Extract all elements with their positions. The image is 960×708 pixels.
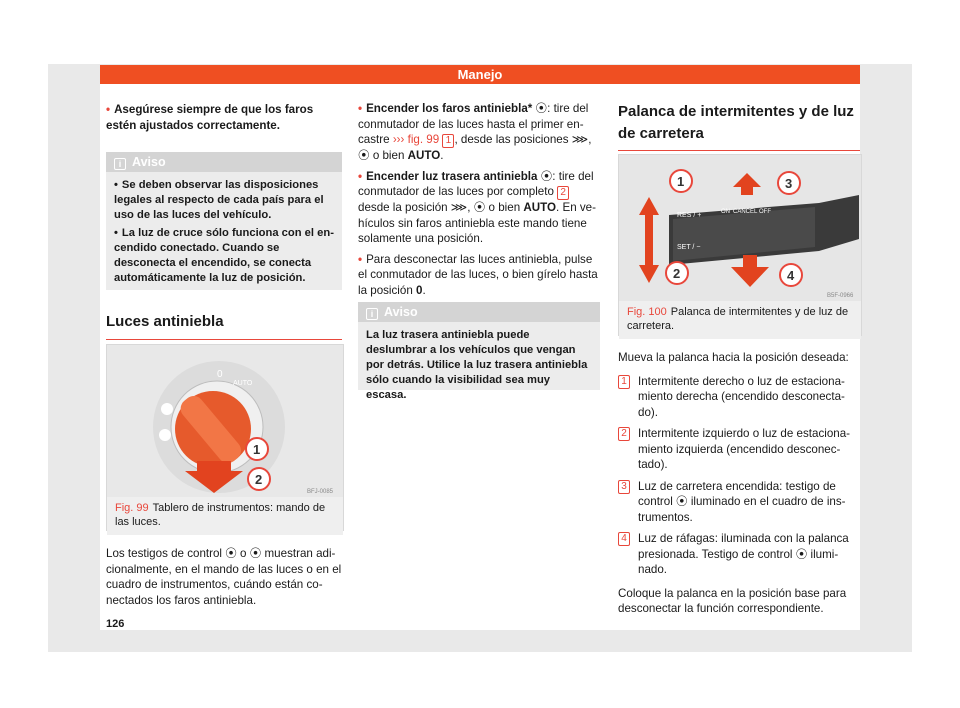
- fig99-label-1: 1: [253, 442, 261, 457]
- info-icon: i: [114, 158, 126, 170]
- figure-caption: Fig. 100 Palanca de intermitentes y de luz de carretera.: [619, 301, 861, 339]
- fig99-code: BFJ-0085: [307, 489, 334, 495]
- instruction-1: • Encender los faros antiniebla* ⦿: tire del conmutador de las luces hasta el primer encastre ››› fig. 99 1 , desde las posiciones ⋙, ⦿ o bien AUTO.: [358, 102, 592, 162]
- section-rule: [618, 150, 860, 151]
- section-luces-antiniebla: [106, 314, 342, 340]
- fog-light-icon: ⦿: [535, 102, 548, 115]
- lever-instructions: Mueva la palanca hacia la posición deseada: 1 Intermitente derecho o luz de estacionamiento derecha (encendido desconectado). 2 Intermitente izquierdo o luz de estacionamiento izquierda (encendido desconectado). 3 Luz de carretera encendida: testigo de control ⦿ iluminado en el cuadro de instrumentos. 4 Luz de ráfagas: iluminada con la palanca presionada. Testigo de control ⦿ iluminado. Coloque la palanca en la posición base para desconectar la función correspondiente.: [618, 350, 860, 617]
- bullet-icon: •: [106, 103, 111, 116]
- aviso-box-1: [106, 152, 342, 290]
- aviso-bullet: • Se deben observar las disposiciones legales al respecto de cada país para el uso de las luces del vehículo.: [114, 179, 324, 221]
- fig99-label-2: 2: [255, 472, 263, 487]
- fig99-label-auto: AUTO: [233, 380, 253, 387]
- lever-illustration: [619, 155, 861, 301]
- list-item: 4 Luz de ráfagas: iluminada con la palanca presionada. Testigo de control ⦿ iluminado.: [618, 531, 860, 578]
- aviso-header: i Aviso: [358, 302, 600, 322]
- antiniebla-paragraph: Los testigos de control ⦿ o ⦿ muestran adicionalmente, en el mando de las luces o en el cuadro de instrumentos, cuándo están conectados los faros antiniebla.: [106, 547, 342, 607]
- light-switch-illustration: [107, 345, 343, 497]
- section-rule: [106, 339, 342, 340]
- section-palanca: [618, 101, 860, 151]
- lever-off: OFF: [759, 209, 771, 215]
- aviso-header: i Aviso: [106, 152, 342, 172]
- lever-cancel: CANCEL: [733, 209, 758, 215]
- fig100-code: B5F-0966: [827, 293, 854, 299]
- fig100-label-2: 2: [673, 266, 681, 281]
- callout-number: 1: [442, 134, 454, 148]
- instruction-3: • Para desconectar las luces antiniebla, pulse el conmutador de las luces, o bien gírelo hasta la posición 0.: [358, 252, 598, 297]
- section-title: Palanca de intermitentes y de luz de carretera: [618, 103, 854, 142]
- fog-light-instructions: [358, 101, 600, 298]
- fig99-label-0: 0: [217, 369, 223, 380]
- lever-set: SET / −: [677, 244, 701, 251]
- figure-99: [106, 344, 344, 531]
- list-item: 3 Luz de carretera encendida: testigo de control ⦿ iluminado en el cuadro de instrumentos.: [618, 479, 860, 526]
- page-header: Manejo: [100, 65, 860, 84]
- aviso-bullet: • La luz de cruce sólo funciona con el encendido conectado. Cuando se desconecta el encendido, se conecta automáticamente la luz de posición.: [114, 227, 334, 284]
- page-number: 126: [106, 618, 125, 630]
- fig99-link[interactable]: ››› fig. 99: [392, 133, 440, 146]
- figure-caption: Fig. 99 Tablero de instrumentos: mando de las luces.: [107, 497, 343, 535]
- instruction-2: • Encender luz trasera antiniebla ⦿: tire del conmutador de las luces por completo 2 desde la posición ⋙, ⦿ o bien AUTO. En vehículos sin faros antiniebla este mando tiene solamente una posición.: [358, 169, 596, 245]
- fig100-label-3: 3: [785, 176, 793, 191]
- section-title: Luces antiniebla: [106, 313, 224, 330]
- info-icon: i: [366, 308, 378, 320]
- list-item: 1 Intermitente derecho o luz de estacionamiento derecha (encendido desconectado).: [618, 374, 860, 421]
- fig100-label-1: 1: [677, 174, 685, 189]
- aviso-box-2: i Aviso La luz trasera antiniebla puede deslumbrar a los vehículos que vengan por detrás. Utilice la luz trasera antiniebla sólo cuando la visibilidad sea muy escasa.: [358, 302, 600, 390]
- warning-note: • Asegúrese siempre de que los faros estén ajustados correctamente.: [106, 103, 314, 132]
- figure-100: [618, 154, 862, 336]
- lever-on: ON: [721, 209, 730, 215]
- lever-res: RES / +: [677, 212, 702, 219]
- fig100-label-4: 4: [787, 268, 795, 283]
- callout-number: 2: [557, 186, 569, 200]
- list-item: 2 Intermitente izquierdo o luz de estacionamiento izquierda (encendido desconectado).: [618, 426, 860, 473]
- rear-fog-icon: ⦿: [540, 169, 553, 183]
